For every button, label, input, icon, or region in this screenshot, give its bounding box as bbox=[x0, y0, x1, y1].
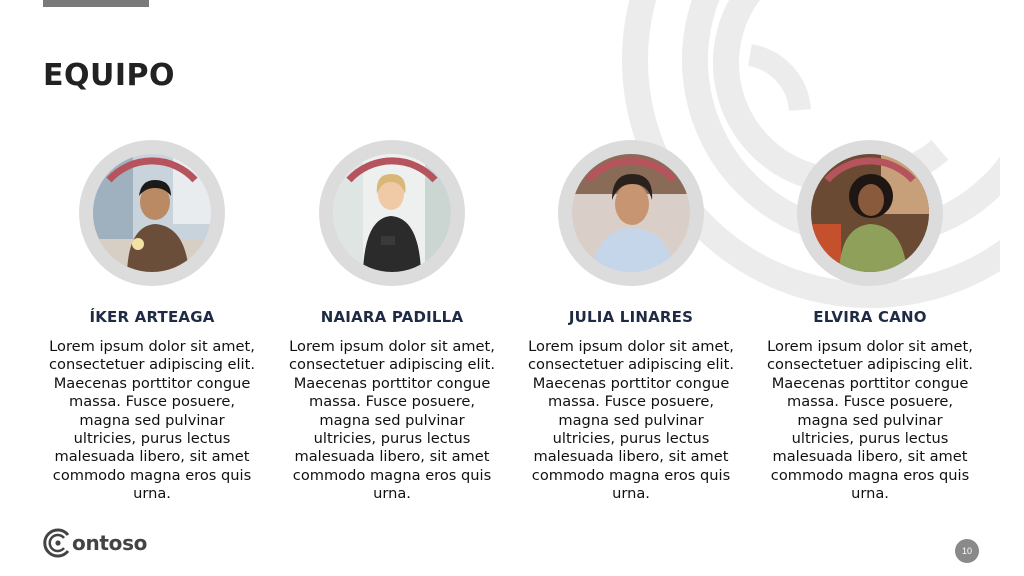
member-name: ÍKER ARTEAGA bbox=[89, 308, 215, 326]
team-member-card bbox=[286, 140, 498, 504]
contoso-logo bbox=[42, 527, 147, 559]
page-title: EQUIPO bbox=[43, 58, 176, 93]
member-description: Lorem ipsum dolor sit amet, consectetuer adipiscing elit. Maecenas porttitor congue massa. Fusce posuere, magna sed pulvinar ultricies, purus lectus malesuada libero, sit amet commodo magna eros quis urna. bbox=[528, 338, 734, 503]
member-name: NAIARA PADILLA bbox=[320, 308, 464, 326]
member-description: Lorem ipsum dolor sit amet, consectetuer adipiscing elit. Maecenas porttitor congue massa. Fusce posuere, magna sed pulvinar ultricies, purus lectus malesuada libero, sit amet commodo magna eros quis urna. bbox=[49, 338, 255, 503]
member-description: Lorem ipsum dolor sit amet, consectetuer adipiscing elit. Maecenas porttitor congue massa. Fusce posuere, magna sed pulvinar ultricies, purus lectus malesuada libero, sit amet commodo magna eros quis urna. bbox=[767, 338, 973, 503]
team-member-card bbox=[764, 140, 976, 504]
member-description: Lorem ipsum dolor sit amet, consectetuer adipiscing elit. Maecenas porttitor congue massa. Fusce posuere, magna sed pulvinar ultricies, purus lectus malesuada libero, sit amet commodo magna eros quis urna. bbox=[289, 338, 495, 503]
team-member-card bbox=[525, 140, 737, 504]
avatar-ring bbox=[797, 140, 943, 286]
accent-arc bbox=[319, 140, 465, 286]
member-name: JULIA LINARES bbox=[568, 308, 694, 326]
logo-text: ontoso bbox=[72, 531, 148, 555]
accent-arc bbox=[79, 140, 225, 286]
avatar-ring bbox=[319, 140, 465, 286]
contoso-logo-icon bbox=[42, 527, 74, 559]
avatar-ring bbox=[558, 140, 704, 286]
accent-arc bbox=[797, 140, 943, 286]
accent-arc bbox=[558, 140, 704, 286]
member-name: ELVIRA CANO bbox=[813, 308, 927, 326]
team-member-card bbox=[46, 140, 258, 504]
page-number-badge: 10 bbox=[955, 539, 979, 563]
avatar-ring bbox=[79, 140, 225, 286]
